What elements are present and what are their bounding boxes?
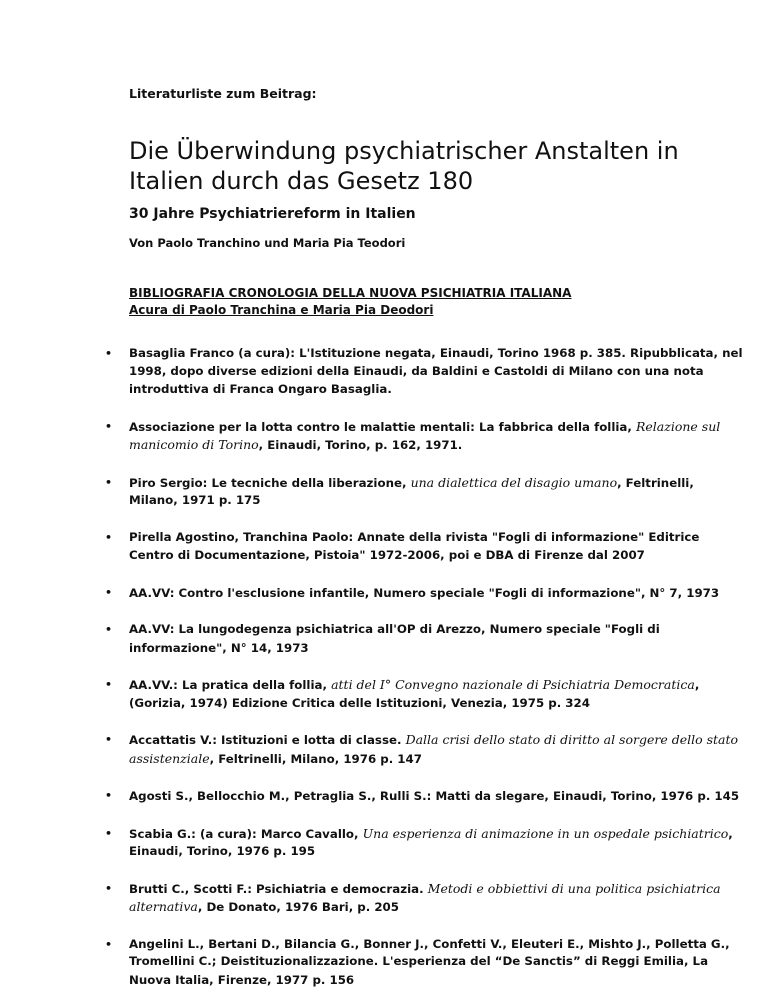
page-title: Die Überwindung psychiatrischer Anstalten in Italien durch das Gesetz 180 [129, 137, 679, 195]
bibliography-entry [105, 474, 745, 510]
bullet-icon: • [105, 475, 113, 489]
entry-text-after: , Einaudi, Torino, 1976 p. 195 [129, 826, 733, 858]
entry-text-before: Pirella Agostino, Tranchina Paolo: Annate della rivista "Fogli di informazione" Editrice Centro di Documentazione, Pistoia" 1972-2006, poi e DBA di Firenze dal 2007 [129, 529, 700, 562]
bibliography-entry [105, 936, 745, 990]
bullet-icon: • [105, 419, 113, 433]
page-subtitle: 30 Jahre Psychiatriereform in Italien [129, 206, 416, 222]
entry-text [129, 731, 745, 768]
bibliography-entry [105, 787, 745, 806]
entry-text [129, 825, 745, 861]
entry-text-after: , Feltrinelli, Milano, 1976 p. 147 [209, 751, 422, 766]
entry-text [129, 418, 745, 455]
bullet-icon: • [105, 678, 113, 691]
entry-text-after: , (Gorizia, 1974) Edizione Critica delle Istituzioni, Venezia, 1975 p. 324 [129, 678, 700, 710]
bullet-icon: • [105, 937, 113, 951]
entry-text [129, 880, 745, 917]
bibliography-entry [105, 418, 745, 455]
bibliography-entry [105, 676, 745, 712]
bibliography-subheading: Acura di Paolo Tranchina e Maria Pia Deodori [129, 303, 434, 317]
bullet-icon: • [105, 623, 113, 636]
entry-text [129, 529, 745, 565]
bibliography-entry [105, 345, 745, 399]
bibliography-entry [105, 529, 745, 565]
kicker-label: Literaturliste zum Beitrag: [129, 86, 317, 101]
entry-text-before: Angelini L., Bertani D., Bilancia G., Bonner J., Confetti V., Eleuteri E., Mishto J., Polletta G., Tromellini C.; Deistituzionalizzazione. L'esperienza del “De Sanctis” di Reggi Emilia, La Nuova Italia, Firenze, 1977 p. 156 [129, 936, 730, 987]
entry-text [129, 474, 745, 510]
entry-italic-title: Metodi e obbiettivi di una politica psichiatrica alternativa [129, 880, 721, 914]
entry-text-after: , Einaudi, Torino, p. 162, 1971. [258, 438, 463, 452]
bullet-icon: • [105, 733, 113, 746]
entry-text-before: AA.VV: Contro l'esclusione infantile, Numero speciale "Fogli di informazione", N° 7, 1973 [129, 585, 720, 600]
bibliography-entry [105, 584, 745, 603]
entry-text [129, 345, 745, 399]
bullet-icon: • [105, 530, 113, 544]
entry-text-before: AA.VV.: La pratica della follia, [129, 678, 332, 692]
entry-text-before: Accattatis V.: Istituzioni e lotta di classe. [129, 733, 406, 747]
bullet-icon: • [105, 826, 113, 840]
entry-text-after: , Feltrinelli, Milano, 1971 p. 175 [129, 475, 694, 507]
bibliography-entry [105, 621, 745, 657]
entry-text-before: Scabia G.: (a cura): Marco Cavallo, [129, 826, 363, 841]
bibliography-entry [105, 731, 745, 768]
entry-italic-title: Relazione sul manicomio di Torino [129, 418, 721, 452]
entry-italic-title: Dalla crisi dello stato di diritto al sorgere dello stato assistenziale [129, 732, 739, 766]
entry-italic-title: una dialettica del disagio umano [410, 474, 618, 490]
entry-text [129, 584, 745, 603]
entry-text-before: Agosti S., Bellocchio M., Petraglia S., Rulli S.: Matti da slegare, Einaudi, Torino, 1976 p. 145 [129, 789, 740, 803]
bullet-icon: • [105, 789, 113, 802]
entry-text-before: Piro Sergio: Le tecniche della liberazione, [129, 475, 411, 490]
entry-italic-title: Una esperienza di animazione in un ospedale psichiatrico [362, 825, 729, 841]
bullet-icon: • [105, 585, 113, 599]
entry-text-before: Basaglia Franco (a cura): L'Istituzione negata, Einaudi, Torino 1968 p. 385. Ripubblicata, nel 1998, dopo diverse edizioni della Einaudi, da Baldini e Castoldi di Milano con una nota introduttiva di Franca Ongaro Basaglia. [129, 346, 743, 396]
entry-text [129, 787, 745, 806]
bibliography-entry [105, 880, 745, 917]
entry-text-before: Brutti C., Scotti F.: Psichiatria e democrazia. [129, 881, 428, 896]
entry-text-after: , De Donato, 1976 Bari, p. 205 [197, 900, 399, 914]
entry-text-before: AA.VV: La lungodegenza psichiatrica all'OP di Arezzo, Numero speciale "Fogli di informazione", N° 14, 1973 [129, 622, 660, 655]
author-line: Von Paolo Tranchino und Maria Pia Teodori [129, 236, 406, 250]
bibliography-entry [105, 825, 745, 861]
entry-text [129, 936, 745, 990]
entry-text [129, 676, 745, 712]
bullet-icon: • [105, 881, 113, 895]
bibliography-list [105, 345, 745, 1008]
entry-text-before: Associazione per la lotta contro le malattie mentali: La fabbrica della follia, [129, 419, 636, 434]
entry-italic-title: atti del I° Convegno nazionale di Psichiatria Democratica [331, 677, 695, 692]
bullet-icon: • [105, 347, 113, 360]
entry-text [129, 621, 745, 657]
bibliography-heading: BIBLIOGRAFIA CRONOLOGIA DELLA NUOVA PSICHIATRIA ITALIANA [129, 286, 572, 300]
